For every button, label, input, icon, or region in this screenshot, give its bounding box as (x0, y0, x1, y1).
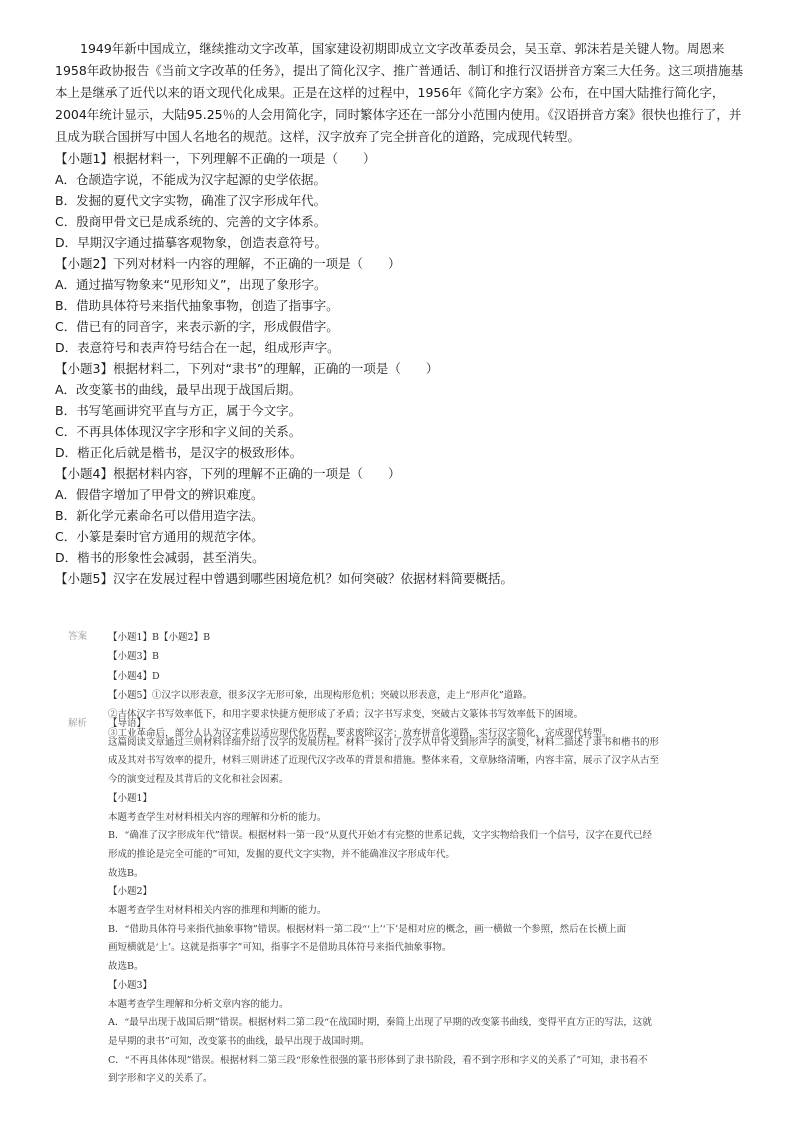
question-1-option-a: A．仓颉造字说，不能成为汉字起源的史学依据。 (55, 172, 327, 187)
question-5-stem: 【小题5】汉字在发展过程中曾遇到哪些困境危机？如何突破？依据材料简要概括。 (55, 571, 513, 586)
analysis-line: 画短横就是‘上’。这就是指事字”可知，指事字不是借助具体符号来指代抽象事物。 (108, 942, 452, 954)
analysis-line: 形成的推论是完全可能的”可知，发掘的夏代文字实物，并不能确准汉字形成年代。 (108, 848, 455, 860)
analysis-line: 【小题1】 (108, 792, 153, 804)
question-3-option-d: D．楷正化后就是楷书，是汉字的极致形体。 (55, 445, 303, 460)
question-2-option-a: A．通过描写物象来“见形知义”，出现了象形字。 (55, 277, 327, 292)
question-2-stem: 【小题2】下列对材料一内容的理解，不正确的一项是（ ） (55, 256, 401, 271)
analysis-line: 是早期的隶书”可知，改变篆书的曲线，最早出现于战国时期。 (108, 1035, 370, 1047)
question-3-option-b: B．书写笔画讲究平直与方正，属于今文字。 (55, 403, 302, 418)
analysis-line: 【导语】 (108, 718, 147, 729)
analysis-line: A．“最早出现于战国后期”错误。根据材料二第二段“在战国时期，秦简上出现了早期的改变篆书曲线，变得平直方正的写法，这就 (108, 1017, 652, 1029)
question-1-stem: 【小题1】根据材料一，下列理解不正确的一项是（ ） (55, 151, 376, 166)
question-3-option-a: A．改变篆书的曲线，最早出现于战国后期。 (55, 382, 302, 397)
analysis-label: 解析 (68, 718, 88, 729)
analysis-line: 故选B。 (108, 867, 144, 879)
answer-line: 【小题4】D (108, 670, 160, 682)
analysis-line: 【小题2】 (108, 886, 153, 898)
analysis-line: 【小题3】 (108, 979, 153, 991)
question-2-option-b: B．借助具体符号来指代抽象事物，创造了指事字。 (55, 298, 339, 313)
question-1-option-d: D．早期汉字通过描摹客观物象，创造表意符号。 (55, 235, 328, 250)
analysis-line: 今的演变过程及其背后的文化和社会因素。 (108, 774, 289, 786)
question-1-option-c: C．殷商甲骨文已是成系统的、完善的文字体系。 (55, 214, 327, 229)
analysis-line: 这篇阅读文章通过三则材料详细介绍了汉字的发展历程。材料一探讨了汉字从甲骨文到形声字的演变，材料二描述了隶书和楷书的形 (108, 736, 660, 748)
analysis-line: 故选B。 (108, 961, 144, 973)
question-4-option-b: B．新化学元素命名可以借用造字法。 (55, 508, 264, 523)
question-3-option-c: C．不再具体体现汉字字形和字义间的关系。 (55, 424, 302, 439)
question-4-option-a: A．假借字增加了甲骨文的辨识难度。 (55, 487, 264, 502)
analysis-line: B．“借助具体符号来指代抽象事物”错误。根据材料一第二段“‘上’‘下’是相对应的概念，画一横做一个参照，然后在长横上面 (108, 923, 627, 935)
answer-line: 【小题5】①汉字以形表意，很多汉字无形可象，出现构形危机；突破以形表意，走上“形声化”道路。 (108, 689, 533, 701)
question-4-option-d: D．楷书的形象性会减弱，甚至消失。 (55, 550, 265, 565)
analysis-body (108, 715, 708, 1089)
analysis-line: B．“确准了汉字形成年代”错误。根据材料一第一段“从夏代开始才有完整的世系记载，文字实物给我们一个信号，汉字在夏代已经 (108, 830, 653, 842)
question-4-stem: 【小题4】根据材料内容，下列的理解不正确的一项是（ ） (55, 466, 401, 481)
analysis-line: 到字形和字义的关系了。 (108, 1073, 213, 1085)
answer-line: ③工业革命后，部分人认为汉字难以适应现代化历程，要求废除汉字；放弃拼音化道路，实行汉字简化，完成现代转型。 (108, 728, 612, 740)
question-3-stem: 【小题3】根据材料二，下列对“隶书”的理解，正确的一项是（ ） (55, 361, 439, 376)
question-2-option-d: D．表意符号和表声符号结合在一起，组成形声字。 (55, 340, 340, 355)
question-4-option-c: C．小篆是秦时官方通用的规范字体。 (55, 529, 264, 544)
answer-label: 答案 (68, 631, 88, 642)
analysis-line: 本题考查学生对材料相关内容的推理和判断的能力。 (108, 905, 327, 917)
analysis-line: 本题考查学生理解和分析文章内容的能力。 (108, 998, 289, 1010)
question-1-option-b: B．发掘的夏代文字实物，确准了汉字形成年代。 (55, 193, 327, 208)
analysis-line: 成及其对书写效率的提升，材料三则讲述了近现代汉字改革的背景和措施。整体来看，文章脉络清晰，内容丰富，展示了汉字从古至 (108, 755, 660, 767)
analysis-line: 本题考查学生对材料相关内容的理解和分析的能力。 (108, 811, 327, 823)
question-main (55, 38, 745, 589)
answer-line: 【小题3】B (108, 651, 160, 663)
answer-line: ②古体汉字书写效率低下，和用字要求快捷方便形成了矛盾；汉字书写求变，突破古文篆体书写效率低下的困境。 (108, 709, 584, 721)
answer-line: 【小题1】B【小题2】B (108, 632, 211, 643)
question-2-option-c: C．借已有的同音字，来表示新的字，形成假借字。 (55, 319, 339, 334)
material-passage: 1949年新中国成立，继续推动文字改革，国家建设初期即成立文字改革委员会，吴玉章、郭沫若是关键人物。周恩来1958年政协报告《当前文字改革的任务》，提出了简化汉字、推广普通话、制订和推行汉语拼音方案三大任务。这三项措施基本上是继承了近代以来的语文现代化成果。正是在这样的过程中，1956年《简化字方案》公布，在中国大陆推行简化字，2004年统计显示，大陆95.25％的人会用简化字，同时繁体字还在一部分小范围内使用。《汉语拼音方案》很快也推行了，并且成为联合国拼写中国人名地名的规范。这样，汉字放弃了完全拼音化的道路，完成现代转型。 (55, 41, 744, 144)
analysis-line: C．“不再具体体现”错误。根据材料二第三段“形象性很强的篆书形体到了隶书阶段，看不到字形和字义的关系了”可知，隶书看不 (108, 1054, 648, 1066)
